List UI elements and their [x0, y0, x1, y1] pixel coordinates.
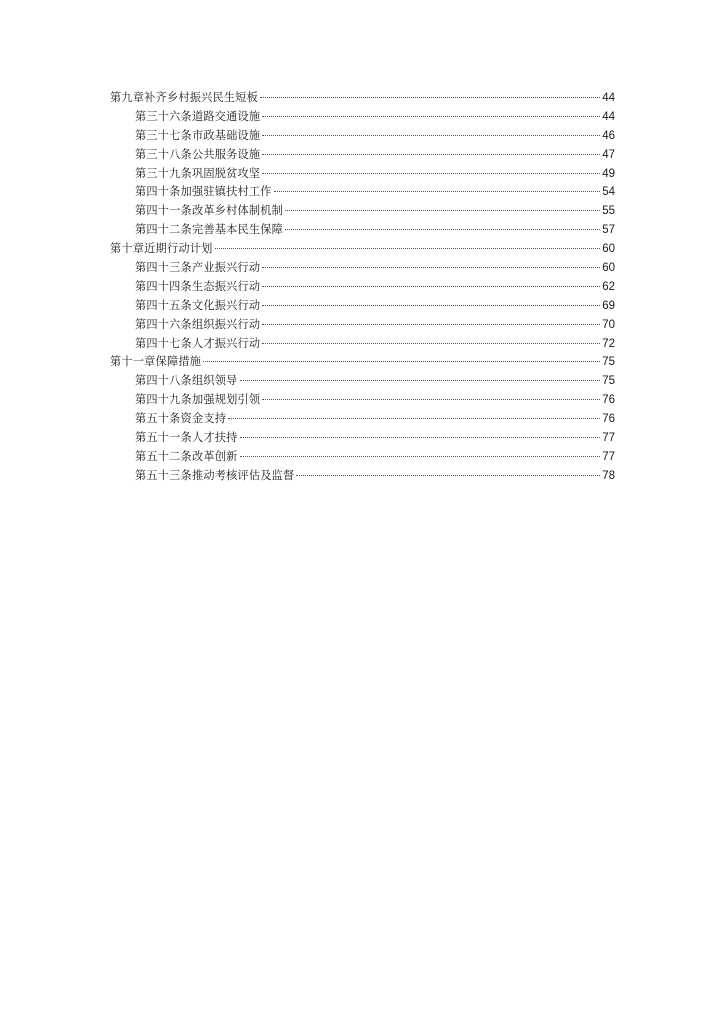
toc-article-entry[interactable]	[110, 259, 615, 278]
toc-dot-leader	[262, 173, 600, 174]
toc-entry-page-number: 70	[602, 318, 615, 331]
toc-article-entry[interactable]	[110, 146, 615, 165]
toc-dot-leader	[215, 248, 601, 249]
toc-entry-title: 第四十五条文化振兴行动	[135, 298, 261, 312]
toc-dot-leader	[285, 210, 600, 211]
toc-entry-page-number: 44	[602, 110, 615, 123]
toc-entry-title: 第五十三条推动考核评估及监督	[135, 468, 295, 482]
toc-article-entry[interactable]	[110, 221, 615, 240]
toc-dot-leader	[203, 361, 600, 362]
toc-entry-page-number: 72	[602, 337, 615, 350]
toc-dot-leader	[262, 305, 600, 306]
toc-entry-page-number: 76	[602, 394, 615, 407]
toc-entry-page-number: 60	[602, 262, 615, 275]
toc-dot-leader	[262, 324, 600, 325]
toc-article-entry[interactable]	[110, 202, 615, 221]
toc-entry-title: 第四十二条完善基本民生保障	[135, 223, 284, 237]
toc-article-entry[interactable]	[110, 448, 615, 467]
toc-dot-leader	[274, 191, 601, 192]
toc-entry-title: 第四十七条人才振兴行动	[135, 336, 261, 350]
toc-article-entry[interactable]	[110, 127, 615, 146]
toc-entry-title: 第十章近期行动计划	[110, 242, 213, 256]
toc-chapter-entry[interactable]	[110, 240, 615, 259]
toc-entry-page-number: 46	[602, 129, 615, 142]
toc-entry-page-number: 77	[602, 450, 615, 463]
toc-entry-title: 第五十一条人才扶持	[135, 431, 238, 445]
toc-entry-title: 第三十八条公共服务设施	[135, 147, 261, 161]
toc-entry-title: 第九章补齐乡村振兴民生短板	[110, 91, 259, 104]
toc-article-entry[interactable]	[110, 372, 615, 391]
toc-entry-title: 第四十条加强驻镇扶村工作	[135, 185, 272, 199]
toc-entry-page-number: 47	[602, 148, 615, 161]
toc-article-entry[interactable]	[110, 297, 615, 316]
toc-dot-leader	[240, 437, 601, 438]
toc-article-entry[interactable]	[110, 335, 615, 354]
toc-entry-page-number: 44	[602, 92, 615, 104]
toc-article-entry[interactable]	[110, 410, 615, 429]
toc-article-entry[interactable]	[110, 108, 615, 127]
toc-entry-title: 第三十七条市政基础设施	[135, 128, 261, 142]
toc-chapter-entry[interactable]	[110, 89, 615, 108]
toc-entry-title: 第十一章保障措施	[110, 355, 202, 369]
toc-entry-page-number: 76	[602, 413, 615, 426]
toc-dot-leader	[262, 116, 600, 117]
toc-dot-leader	[262, 399, 600, 400]
toc-dot-leader	[296, 475, 600, 476]
toc-article-entry[interactable]	[110, 429, 615, 448]
toc-chapter-entry[interactable]	[110, 353, 615, 372]
toc-entry-page-number: 60	[602, 243, 615, 256]
toc-dot-leader	[285, 229, 600, 230]
toc-entry-page-number: 49	[602, 167, 615, 180]
toc-entry-title: 第四十四条生态振兴行动	[135, 279, 261, 293]
toc-dot-leader	[262, 154, 600, 155]
toc-entry-page-number: 69	[602, 299, 615, 312]
toc-dot-leader	[262, 267, 600, 268]
toc-dot-leader	[240, 456, 601, 457]
toc-entry-page-number: 78	[602, 469, 615, 482]
toc-article-entry[interactable]	[110, 316, 615, 335]
toc-dot-leader	[260, 97, 600, 98]
toc-entry-title: 第四十八条组织领导	[135, 374, 238, 388]
toc-entry-page-number: 75	[602, 356, 615, 369]
toc-dot-leader	[228, 418, 600, 419]
toc-entry-page-number: 77	[602, 432, 615, 445]
toc-entry-title: 第五十条资金支持	[135, 412, 227, 426]
toc-article-entry[interactable]	[110, 165, 615, 184]
toc-entry-title: 第四十九条加强规划引领	[135, 393, 261, 407]
toc-dot-leader	[262, 343, 600, 344]
toc-article-entry[interactable]	[110, 391, 615, 410]
toc-entry-title: 第五十二条改革创新	[135, 449, 238, 463]
toc-entry-page-number: 54	[602, 186, 615, 199]
toc-entry-title: 第四十一条改革乡村体制机制	[135, 204, 284, 218]
toc-entry-title: 第三十六条道路交通设施	[135, 109, 261, 123]
toc-dot-leader	[240, 380, 601, 381]
toc-article-entry[interactable]	[110, 183, 615, 202]
toc-entry-title: 第四十三条产业振兴行动	[135, 261, 261, 275]
toc-entry-page-number: 57	[602, 224, 615, 237]
table-of-contents	[110, 89, 615, 486]
toc-entry-page-number: 62	[602, 280, 615, 293]
toc-entry-page-number: 75	[602, 375, 615, 388]
toc-article-entry[interactable]	[110, 278, 615, 297]
toc-article-entry[interactable]	[110, 467, 615, 486]
toc-entry-title: 第三十九条巩固脱贫攻坚	[135, 166, 261, 180]
toc-dot-leader	[262, 286, 600, 287]
toc-entry-page-number: 55	[602, 205, 615, 218]
toc-dot-leader	[262, 135, 600, 136]
toc-entry-title: 第四十六条组织振兴行动	[135, 317, 261, 331]
